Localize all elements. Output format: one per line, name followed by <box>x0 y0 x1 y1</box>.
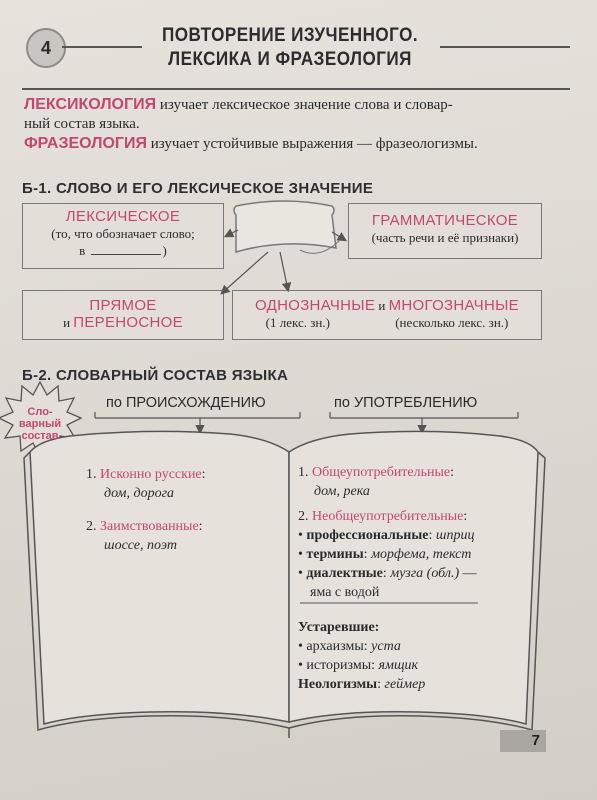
lexical-meaning-box: ЛЕКСИЧЕСКОЕ (то, что обозначает слово; в ) <box>22 203 224 269</box>
grammatical-meaning-box: ГРАММАТИЧЕСКОЕ (часть речи и её признаки) <box>348 203 542 259</box>
lesson-number-badge: 4 <box>26 28 66 68</box>
direct-figurative-box: ПРЯМОЕ и ПЕРЕНОСНОЕ <box>22 290 224 340</box>
page-title: ПОВТОРЕНИЕ ИЗУЧЕННОГО. ЛЕКСИКА И ФРАЗЕОЛОГИЯ <box>161 25 419 70</box>
usage-list: 1. Общеупотребительные: дом, река 2. Необщеупотребительные: • профессиональные: шприц • термины: морфема, текст • диалектные: музга (обл.) — яма с водой Устаревшие: • архаизмы: уста • историзмы: ямщик Неологизмы: геймер <box>298 465 477 692</box>
center-ribbon-shape <box>234 201 336 252</box>
usage-label: по УПОТРЕБЛЕНИЮ <box>334 395 478 411</box>
section1-title: Б-1. СЛОВО И ЕГО ЛЕКСИЧЕСКОЕ ЗНАЧЕНИЕ <box>22 180 374 197</box>
page-number: 7 <box>500 730 546 752</box>
mono-poly-semantic-box: ОДНОЗНАЧНЫЕ и МНОГОЗНАЧНЫЕ (1 лекс. зн.) (несколько лекс. зн.) <box>232 290 542 340</box>
origin-list: 1. Исконно русские: дом, дорога 2. Заимствованные: шоссе, поэт <box>86 467 206 553</box>
lexicology-definition: ЛЕКСИКОЛОГИЯ изучает лексическое значение слова и словар- ный состав языка. <box>24 96 453 132</box>
origin-label: по ПРОИСХОЖДЕНИЮ <box>106 395 266 411</box>
phraseology-definition: ФРАЗЕОЛОГИЯ изучает устойчивые выражения — фразеологизмы. <box>24 135 478 152</box>
section2-title: Б-2. СЛОВАРНЫЙ СОСТАВ ЯЗЫКА <box>22 367 289 384</box>
vocabulary-starburst: Сло- варный состав <box>18 406 62 442</box>
